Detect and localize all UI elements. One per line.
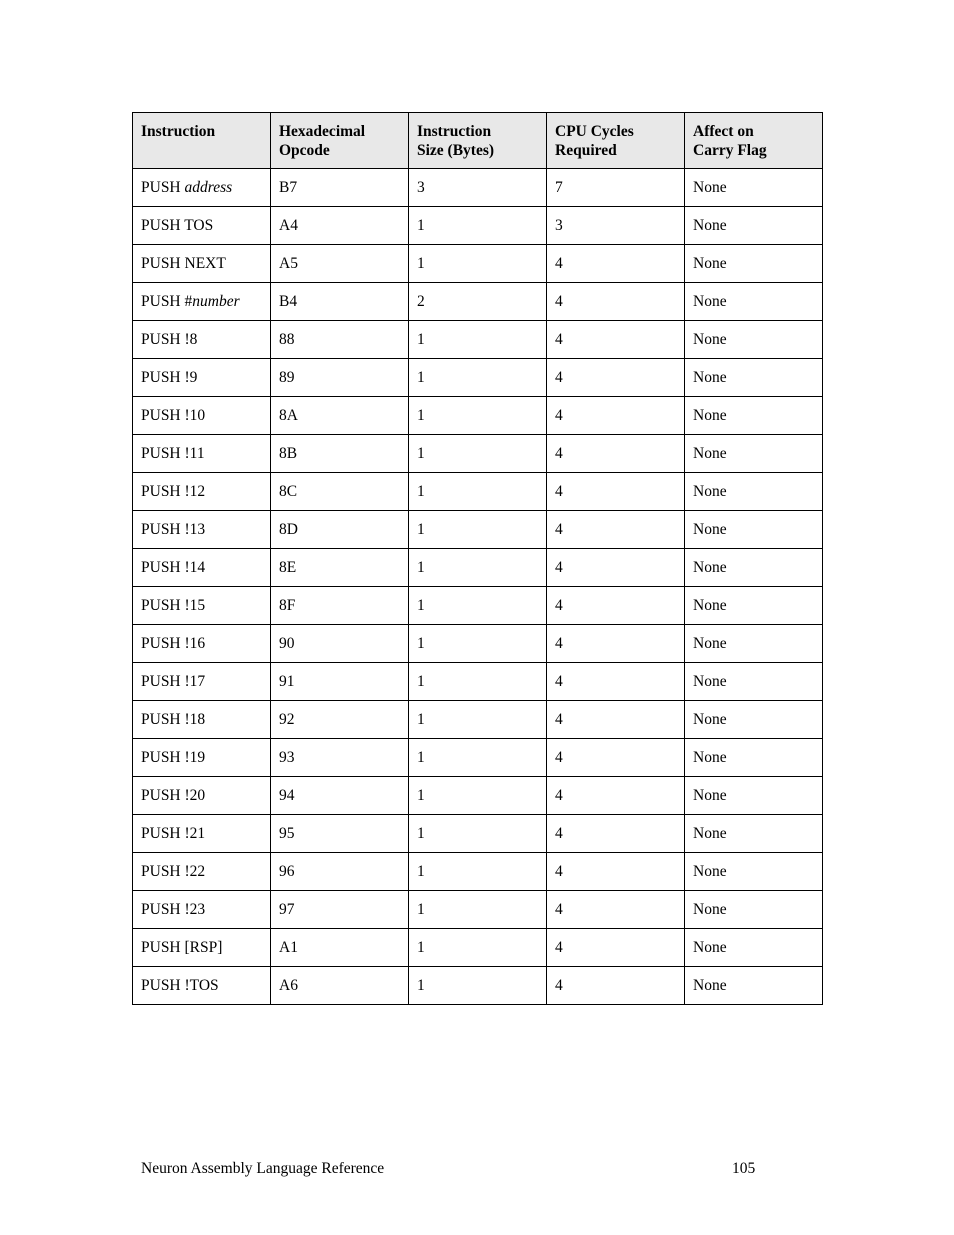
carry-flag-cell: None — [685, 625, 823, 663]
table-row — [133, 891, 823, 929]
carry-flag-cell: None — [685, 245, 823, 283]
table-row — [133, 815, 823, 853]
size-cell: 1 — [409, 777, 547, 815]
size-cell: 1 — [409, 511, 547, 549]
cycles-cell: 4 — [547, 587, 685, 625]
instruction-cell — [133, 549, 271, 587]
instruction-mnemonic: PUSH !TOS — [141, 976, 219, 994]
table-header — [133, 113, 823, 169]
instruction-operand: number — [192, 292, 240, 310]
table-row — [133, 587, 823, 625]
table-row — [133, 739, 823, 777]
carry-flag-cell: None — [685, 967, 823, 1005]
size-cell: 1 — [409, 815, 547, 853]
instruction-mnemonic: PUSH !22 — [141, 862, 206, 880]
instruction-mnemonic: PUSH !9 — [141, 368, 198, 386]
opcode-cell: 8D — [271, 511, 409, 549]
opcode-cell: 94 — [271, 777, 409, 815]
cycles-cell: 4 — [547, 701, 685, 739]
instruction-cell — [133, 663, 271, 701]
footer-page-number: 105 — [732, 1160, 756, 1177]
size-cell: 1 — [409, 663, 547, 701]
instruction-mnemonic: PUSH [RSP] — [141, 938, 223, 956]
instruction-mnemonic: PUSH !10 — [141, 406, 206, 424]
instruction-cell — [133, 473, 271, 511]
instruction-mnemonic: PUSH !23 — [141, 900, 206, 918]
size-cell: 3 — [409, 169, 547, 207]
instruction-mnemonic: PUSH # — [141, 292, 193, 310]
table-row — [133, 701, 823, 739]
instruction-mnemonic: PUSH !17 — [141, 672, 206, 690]
footer-document-title: Neuron Assembly Language Reference — [141, 1160, 385, 1177]
carry-flag-cell: None — [685, 397, 823, 435]
table-row — [133, 435, 823, 473]
column-header-carry-flag — [685, 113, 823, 169]
instruction-cell — [133, 321, 271, 359]
instruction-cell — [133, 853, 271, 891]
carry-flag-cell: None — [685, 777, 823, 815]
column-header-line: Instruction — [417, 123, 492, 140]
size-cell: 1 — [409, 739, 547, 777]
carry-flag-cell: None — [685, 587, 823, 625]
instruction-mnemonic: PUSH !14 — [141, 558, 206, 576]
instruction-cell — [133, 815, 271, 853]
instruction-cell — [133, 625, 271, 663]
table-row — [133, 207, 823, 245]
opcode-cell: A1 — [271, 929, 409, 967]
size-cell: 1 — [409, 397, 547, 435]
instruction-mnemonic: PUSH !21 — [141, 824, 206, 842]
instruction-mnemonic: PUSH TOS — [141, 216, 214, 234]
size-cell: 1 — [409, 207, 547, 245]
cycles-cell: 4 — [547, 853, 685, 891]
column-header-line: CPU Cycles — [555, 123, 634, 140]
carry-flag-cell: None — [685, 321, 823, 359]
column-header-line: Affect on — [693, 123, 754, 140]
table-row — [133, 549, 823, 587]
size-cell: 1 — [409, 967, 547, 1005]
cycles-cell: 4 — [547, 967, 685, 1005]
cycles-cell: 4 — [547, 283, 685, 321]
cycles-cell: 4 — [547, 739, 685, 777]
opcode-cell: 92 — [271, 701, 409, 739]
cycles-cell: 7 — [547, 169, 685, 207]
instruction-cell — [133, 511, 271, 549]
opcode-cell: 97 — [271, 891, 409, 929]
column-header-instruction-size — [409, 113, 547, 169]
column-header-line: Required — [555, 142, 617, 159]
instruction-cell — [133, 397, 271, 435]
instruction-mnemonic: PUSH !15 — [141, 596, 206, 614]
opcode-cell: B4 — [271, 283, 409, 321]
instruction-mnemonic: PUSH !18 — [141, 710, 206, 728]
carry-flag-cell: None — [685, 511, 823, 549]
opcode-cell: 91 — [271, 663, 409, 701]
carry-flag-cell: None — [685, 473, 823, 511]
table-body — [133, 169, 823, 1005]
opcode-cell: A4 — [271, 207, 409, 245]
table-row — [133, 397, 823, 435]
instruction-cell — [133, 245, 271, 283]
carry-flag-cell: None — [685, 435, 823, 473]
column-header-hex-opcode — [271, 113, 409, 169]
opcode-cell: 96 — [271, 853, 409, 891]
table-row — [133, 663, 823, 701]
column-header-line: Opcode — [279, 142, 330, 159]
size-cell: 1 — [409, 245, 547, 283]
instruction-cell — [133, 929, 271, 967]
carry-flag-cell: None — [685, 701, 823, 739]
cycles-cell: 4 — [547, 397, 685, 435]
size-cell: 1 — [409, 435, 547, 473]
carry-flag-cell: None — [685, 663, 823, 701]
instruction-cell — [133, 359, 271, 397]
table-row — [133, 169, 823, 207]
cycles-cell: 4 — [547, 891, 685, 929]
table-row — [133, 245, 823, 283]
opcode-cell: 8F — [271, 587, 409, 625]
opcode-cell: 8C — [271, 473, 409, 511]
instruction-mnemonic: PUSH — [141, 178, 185, 196]
carry-flag-cell: None — [685, 891, 823, 929]
cycles-cell: 4 — [547, 321, 685, 359]
table-row — [133, 359, 823, 397]
cycles-cell: 4 — [547, 473, 685, 511]
opcode-cell: 8E — [271, 549, 409, 587]
carry-flag-cell: None — [685, 207, 823, 245]
column-header-cpu-cycles — [547, 113, 685, 169]
column-header-line: Size (Bytes) — [417, 142, 495, 159]
instruction-mnemonic: PUSH !13 — [141, 520, 206, 538]
cycles-cell: 3 — [547, 207, 685, 245]
opcode-cell: A5 — [271, 245, 409, 283]
carry-flag-cell: None — [685, 929, 823, 967]
carry-flag-cell: None — [685, 169, 823, 207]
cycles-cell: 4 — [547, 625, 685, 663]
instruction-cell — [133, 777, 271, 815]
header-row — [133, 113, 823, 169]
push-instruction-table — [132, 112, 823, 1005]
column-header-line: Instruction — [141, 123, 216, 140]
table-row — [133, 283, 823, 321]
table-row — [133, 321, 823, 359]
instruction-cell — [133, 739, 271, 777]
table-row — [133, 929, 823, 967]
size-cell: 1 — [409, 473, 547, 511]
size-cell: 1 — [409, 587, 547, 625]
size-cell: 1 — [409, 359, 547, 397]
instruction-mnemonic: PUSH !11 — [141, 444, 205, 462]
size-cell: 2 — [409, 283, 547, 321]
column-header-line: Hexadecimal — [279, 123, 366, 140]
instruction-cell — [133, 435, 271, 473]
table-row — [133, 777, 823, 815]
cycles-cell: 4 — [547, 777, 685, 815]
opcode-cell: 89 — [271, 359, 409, 397]
cycles-cell: 4 — [547, 929, 685, 967]
size-cell: 1 — [409, 929, 547, 967]
opcode-cell: B7 — [271, 169, 409, 207]
instruction-cell — [133, 283, 271, 321]
instruction-mnemonic: PUSH !19 — [141, 748, 206, 766]
instruction-mnemonic: PUSH NEXT — [141, 254, 226, 272]
opcode-cell: 90 — [271, 625, 409, 663]
instruction-operand: address — [184, 178, 233, 196]
size-cell: 1 — [409, 891, 547, 929]
cycles-cell: 4 — [547, 815, 685, 853]
instruction-cell — [133, 891, 271, 929]
opcode-cell: 93 — [271, 739, 409, 777]
table-row — [133, 967, 823, 1005]
instruction-cell — [133, 169, 271, 207]
carry-flag-cell: None — [685, 283, 823, 321]
opcode-cell: 95 — [271, 815, 409, 853]
carry-flag-cell: None — [685, 739, 823, 777]
instruction-mnemonic: PUSH !16 — [141, 634, 206, 652]
table-row — [133, 853, 823, 891]
instruction-mnemonic: PUSH !20 — [141, 786, 206, 804]
size-cell: 1 — [409, 321, 547, 359]
instruction-mnemonic: PUSH !8 — [141, 330, 198, 348]
size-cell: 1 — [409, 853, 547, 891]
column-header-instruction — [133, 113, 271, 169]
instruction-cell — [133, 587, 271, 625]
instruction-cell — [133, 701, 271, 739]
carry-flag-cell: None — [685, 815, 823, 853]
opcode-cell: 8B — [271, 435, 409, 473]
cycles-cell: 4 — [547, 359, 685, 397]
cycles-cell: 4 — [547, 511, 685, 549]
table-row — [133, 473, 823, 511]
cycles-cell: 4 — [547, 549, 685, 587]
table-row — [133, 625, 823, 663]
cycles-cell: 4 — [547, 245, 685, 283]
opcode-cell: 8A — [271, 397, 409, 435]
instruction-mnemonic: PUSH !12 — [141, 482, 206, 500]
size-cell: 1 — [409, 549, 547, 587]
size-cell: 1 — [409, 625, 547, 663]
table-row — [133, 511, 823, 549]
carry-flag-cell: None — [685, 359, 823, 397]
instruction-cell — [133, 207, 271, 245]
opcode-cell: A6 — [271, 967, 409, 1005]
column-header-line: Carry Flag — [693, 142, 767, 159]
cycles-cell: 4 — [547, 435, 685, 473]
carry-flag-cell: None — [685, 853, 823, 891]
instruction-cell — [133, 967, 271, 1005]
size-cell: 1 — [409, 701, 547, 739]
opcode-cell: 88 — [271, 321, 409, 359]
carry-flag-cell: None — [685, 549, 823, 587]
cycles-cell: 4 — [547, 663, 685, 701]
